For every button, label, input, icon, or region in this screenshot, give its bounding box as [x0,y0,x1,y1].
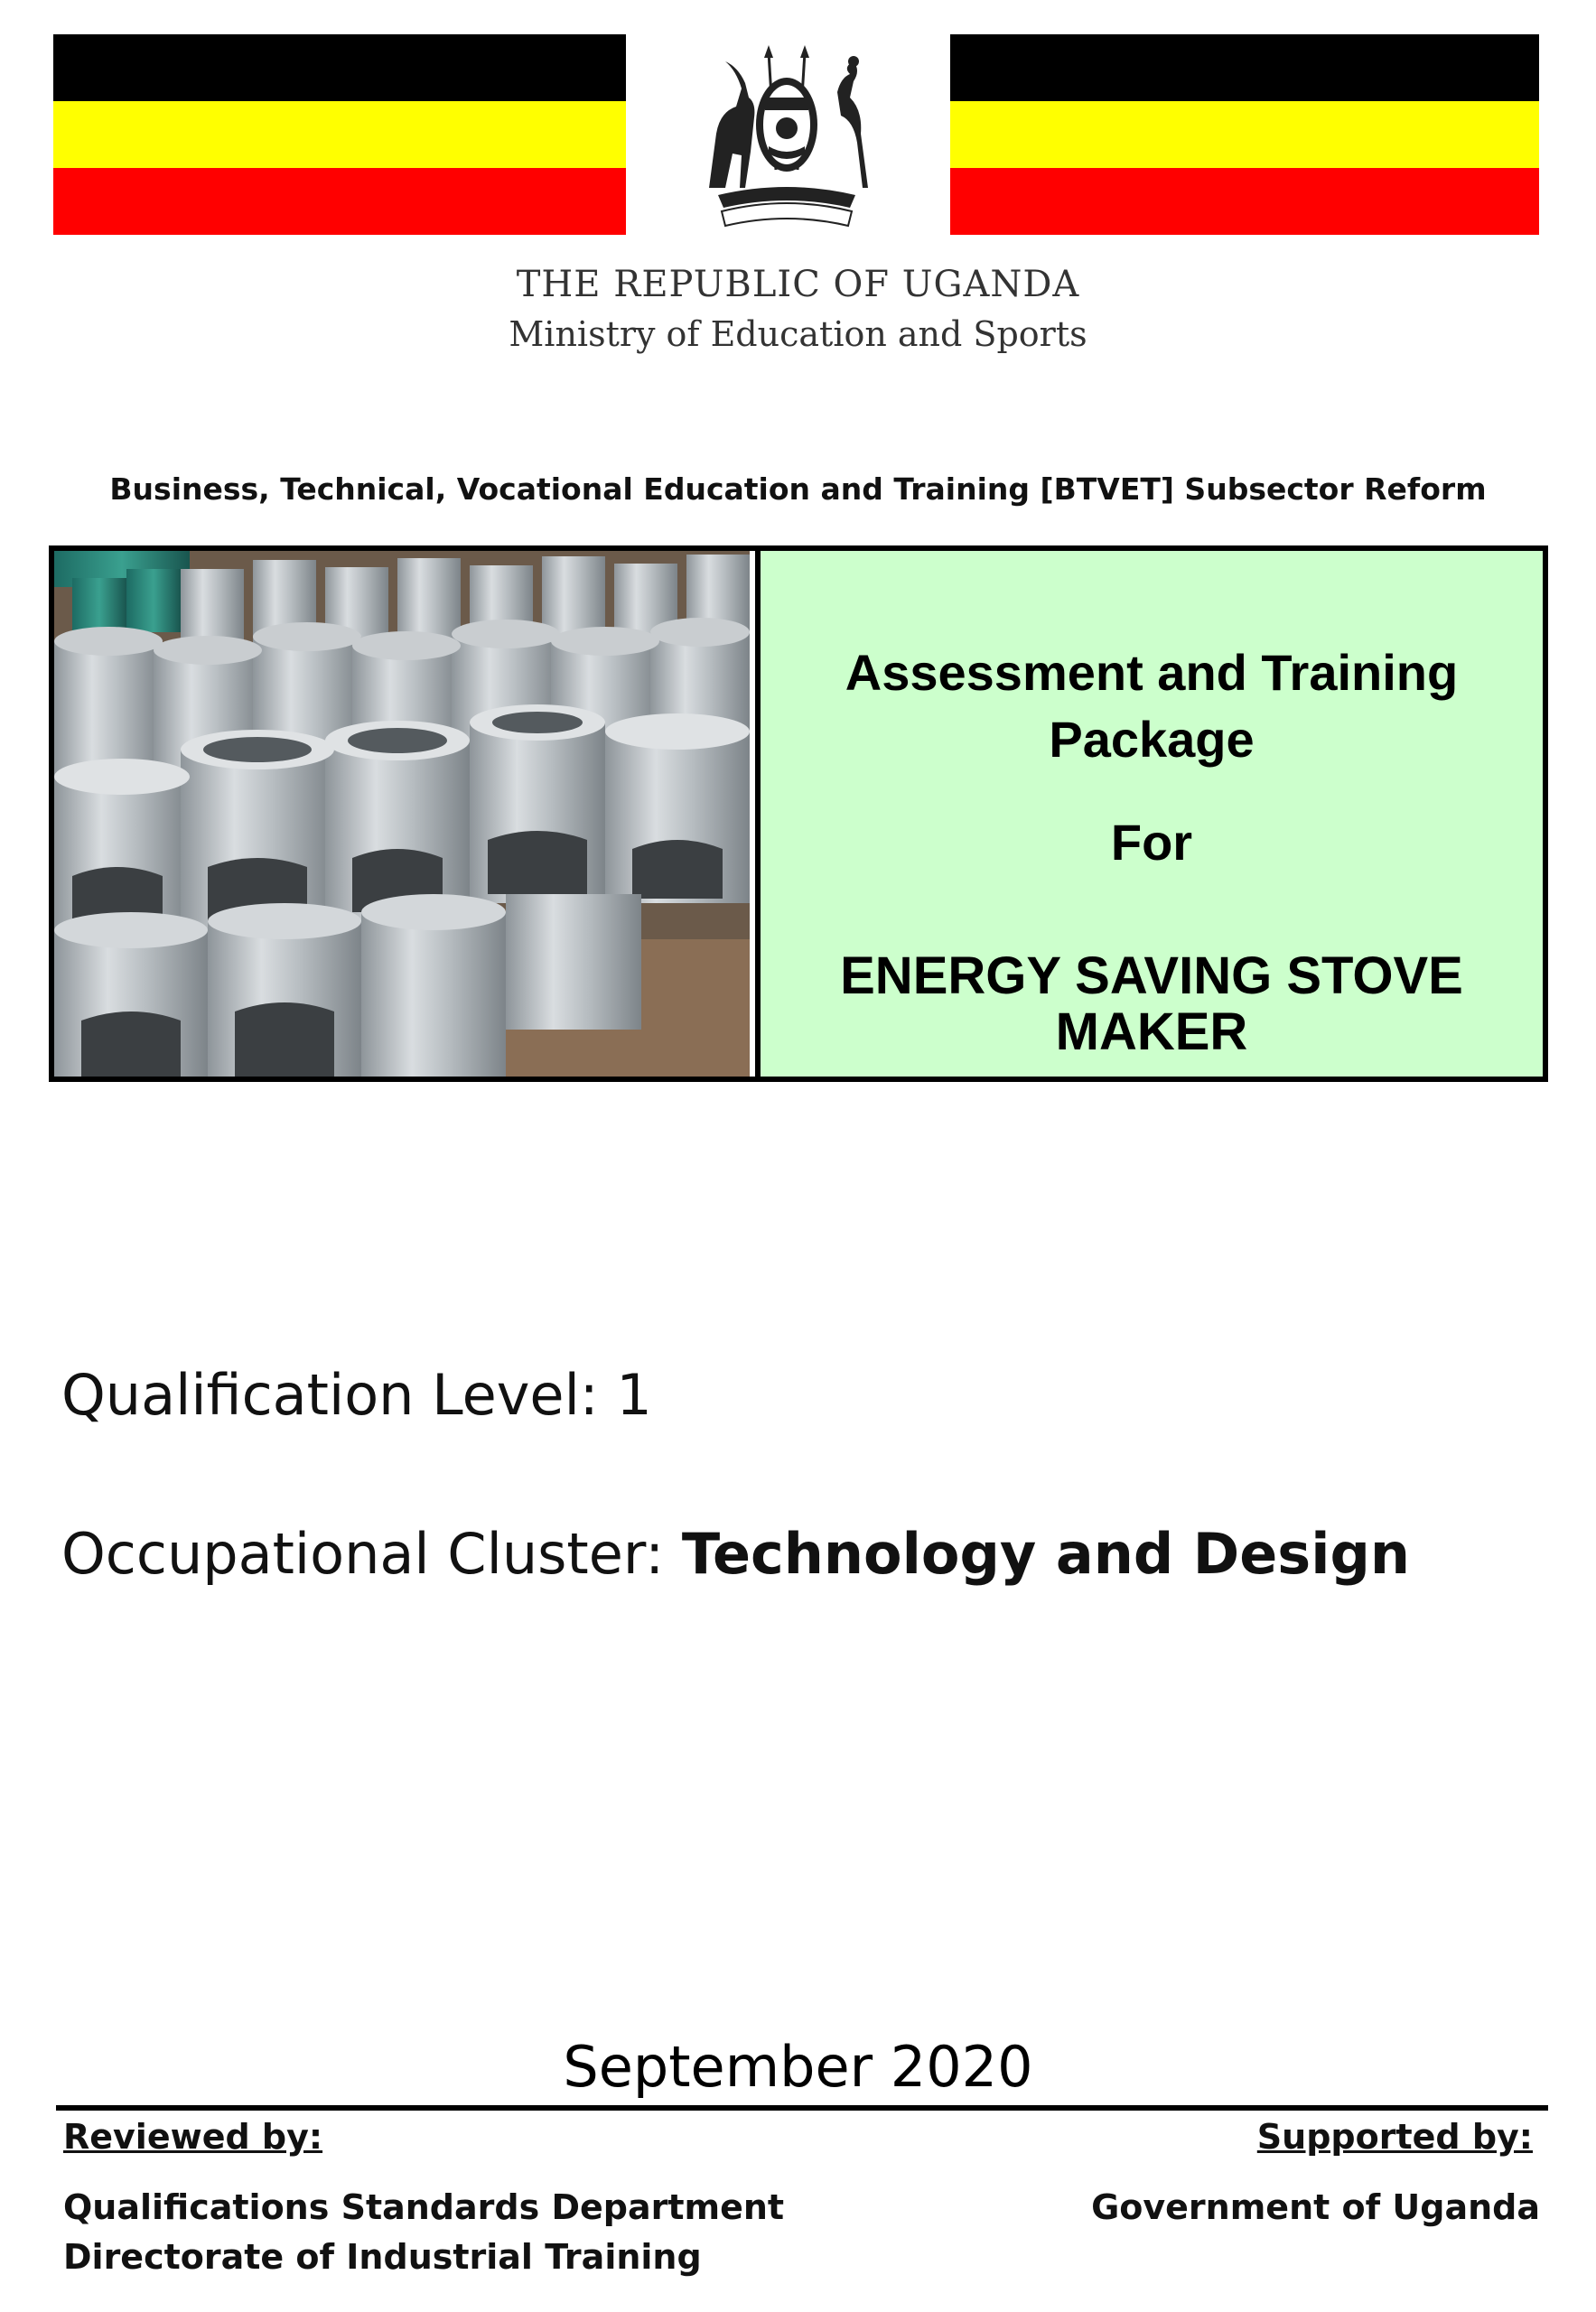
flag-stripe-black [950,34,1539,101]
supported-by-label: Supported by: [1256,2117,1533,2157]
uganda-coat-of-arms-icon [682,34,891,235]
package-heading [761,639,1543,773]
flag-stripe-black [53,34,626,101]
reform-line: Business, Technical, Vocational Education and Training [BTVET] Subsector Reform [109,471,1487,507]
package-heading-line1: Assessment and Training [845,644,1459,701]
occupation-title-line2: MAKER [1055,1002,1248,1061]
qualification-level: Qualification Level: 1 [61,1362,652,1428]
publication-date: September 2020 [563,2034,1033,2100]
uganda-flag-right [950,34,1539,235]
title-panel [761,551,1543,1077]
uganda-flag-left [53,34,626,235]
title-banner [49,545,1548,1082]
occupation-title-line1: ENERGY SAVING STOVE [840,946,1463,1005]
supporter-name: Government of Uganda [1091,2187,1540,2227]
occupation-title [761,948,1543,1060]
reviewed-by-label: Reviewed by: [63,2117,323,2157]
package-heading-line2: Package [1049,711,1255,768]
package-for: For [1110,814,1193,871]
country-name: THE REPUBLIC OF UGANDA [516,264,1080,305]
reviewer-directorate: Directorate of Industrial Training [63,2237,702,2277]
occupational-cluster-value: Technology and Design [681,1521,1410,1587]
flag-stripe-yellow [53,101,626,168]
flag-stripe-red [53,168,626,235]
flag-stripe-red [950,168,1539,235]
occupational-cluster [61,1521,1410,1587]
reviewer-department: Qualifications Standards Department [63,2187,785,2227]
footer-divider [56,2105,1548,2111]
ministry-name: Ministry of Education and Sports [509,314,1087,354]
flag-stripe-yellow [950,101,1539,168]
energy-saving-stoves-photo [54,551,761,1077]
occupational-cluster-label: Occupational Cluster: [61,1521,665,1587]
